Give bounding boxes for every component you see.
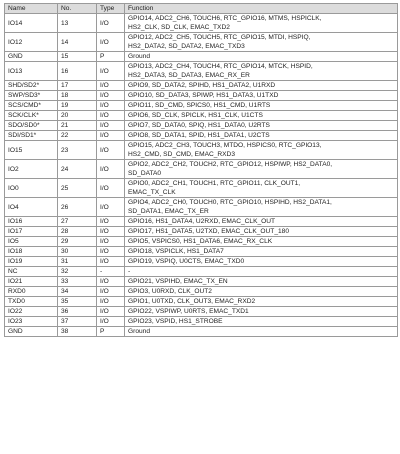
pin-type-cell: I/O: [97, 121, 125, 131]
table-row: [5, 327, 398, 337]
pin-function-cell: [125, 247, 398, 257]
function-line: HS2_DATA2, SD_DATA2, EMAC_TXD3: [128, 43, 245, 50]
pin-name-cell: IO22: [5, 307, 58, 317]
pin-function-cell: [125, 257, 398, 267]
pin-number-cell: 13: [58, 14, 97, 33]
table-row: [5, 160, 398, 179]
pin-type-cell: I/O: [97, 62, 125, 81]
pin-number-cell: 20: [58, 111, 97, 121]
header-name: Name: [5, 4, 58, 14]
function-line: -: [128, 268, 131, 275]
pin-name-cell: IO13: [5, 62, 58, 81]
table-row: [5, 217, 398, 227]
pin-function-cell: [125, 237, 398, 247]
pin-number-cell: 18: [58, 91, 97, 101]
pin-type-cell: I/O: [97, 198, 125, 217]
pin-type-cell: I/O: [97, 297, 125, 307]
table-row: [5, 14, 398, 33]
pin-number-cell: 15: [58, 52, 97, 62]
table-row: [5, 297, 398, 307]
pin-function-cell: [125, 91, 398, 101]
table-row: [5, 121, 398, 131]
pin-number-cell: 30: [58, 247, 97, 257]
pin-name-cell: RXD0: [5, 287, 58, 297]
pin-function-cell: [125, 160, 398, 179]
header-type: Type: [97, 4, 125, 14]
pin-number-cell: 35: [58, 297, 97, 307]
pin-type-cell: P: [97, 327, 125, 337]
pin-function-cell: [125, 307, 398, 317]
pin-function-cell: [125, 267, 398, 277]
pin-type-cell: I/O: [97, 179, 125, 198]
table-row: [5, 111, 398, 121]
pin-number-cell: 24: [58, 160, 97, 179]
pin-number-cell: 23: [58, 141, 97, 160]
pin-type-cell: I/O: [97, 101, 125, 111]
function-line: Ground: [128, 53, 150, 60]
table-row: [5, 307, 398, 317]
pin-name-cell: SCK/CLK*: [5, 111, 58, 121]
function-line: GPIO11, SD_CMD, SPICS0, HS1_CMD, U1RTS: [128, 102, 271, 109]
table-row: [5, 52, 398, 62]
pin-number-cell: 27: [58, 217, 97, 227]
table-header: [5, 4, 398, 14]
pin-type-cell: I/O: [97, 131, 125, 141]
function-line: GPIO10, SD_DATA3, SPIWP, HS1_DATA3, U1TXD: [128, 92, 279, 99]
pin-type-cell: I/O: [97, 257, 125, 267]
pin-number-cell: 25: [58, 179, 97, 198]
pin-number-cell: 26: [58, 198, 97, 217]
pin-type-cell: I/O: [97, 227, 125, 237]
function-line: HS2_CLK, SD_CLK, EMAC_TXD2: [128, 24, 230, 31]
pin-number-cell: 22: [58, 131, 97, 141]
pin-function-cell: [125, 111, 398, 121]
pin-type-cell: I/O: [97, 287, 125, 297]
pin-function-cell: [125, 101, 398, 111]
pin-number-cell: 31: [58, 257, 97, 267]
pin-function-cell: [125, 141, 398, 160]
function-line: GPIO18, VSPICLK, HS1_DATA7: [128, 248, 224, 255]
pin-number-cell: 34: [58, 287, 97, 297]
pin-name-cell: IO17: [5, 227, 58, 237]
function-line: Ground: [128, 328, 150, 335]
function-line: GPIO0, ADC2_CH1, TOUCH1, RTC_GPIO11, CLK_OUT1,: [128, 180, 301, 187]
table-row: [5, 257, 398, 267]
pin-type-cell: I/O: [97, 247, 125, 257]
table-row: [5, 237, 398, 247]
pin-number-cell: 38: [58, 327, 97, 337]
pin-type-cell: I/O: [97, 237, 125, 247]
function-line: GPIO17, HS1_DATA5, U2TXD, EMAC_CLK_OUT_180: [128, 228, 289, 235]
function-line: HS2_DATA3, SD_DATA3, EMAC_RX_ER: [128, 72, 250, 79]
function-line: GPIO5, VSPICS0, HS1_DATA6, EMAC_RX_CLK: [128, 238, 273, 245]
pin-function-cell: [125, 121, 398, 131]
table-row: [5, 227, 398, 237]
table-row: [5, 131, 398, 141]
pin-function-cell: [125, 287, 398, 297]
pin-function-cell: [125, 198, 398, 217]
pin-name-cell: IO19: [5, 257, 58, 267]
pin-name-cell: IO5: [5, 237, 58, 247]
pin-type-cell: I/O: [97, 141, 125, 160]
pin-name-cell: SWP/SD3*: [5, 91, 58, 101]
pin-type-cell: I/O: [97, 307, 125, 317]
pin-function-cell: [125, 131, 398, 141]
pin-name-cell: TXD0: [5, 297, 58, 307]
pin-type-cell: -: [97, 267, 125, 277]
table-row: [5, 317, 398, 327]
pin-function-cell: [125, 62, 398, 81]
pin-function-cell: [125, 33, 398, 52]
pin-name-cell: IO0: [5, 179, 58, 198]
pin-type-cell: I/O: [97, 160, 125, 179]
table-row: [5, 81, 398, 91]
pin-number-cell: 16: [58, 62, 97, 81]
pin-name-cell: IO16: [5, 217, 58, 227]
function-line: GPIO6, SD_CLK, SPICLK, HS1_CLK, U1CTS: [128, 112, 263, 119]
pin-number-cell: 21: [58, 121, 97, 131]
function-line: GPIO22, VSPIWP, U0RTS, EMAC_TXD1: [128, 308, 249, 315]
pin-name-cell: IO14: [5, 14, 58, 33]
pin-type-cell: I/O: [97, 111, 125, 121]
table-row: [5, 33, 398, 52]
pin-function-cell: [125, 317, 398, 327]
function-line: GPIO4, ADC2_CH0, TOUCH0, RTC_GPIO10, HSPIHD, HS2_DATA1,: [128, 199, 332, 206]
function-line: GPIO15, ADC2_CH3, TOUCH3, MTDO, HSPICS0, RTC_GPIO13,: [128, 142, 322, 149]
pin-type-cell: I/O: [97, 33, 125, 52]
pin-function-cell: [125, 217, 398, 227]
function-line: EMAC_TX_CLK: [128, 189, 176, 196]
table-row: [5, 267, 398, 277]
header-row: [5, 4, 398, 14]
table-row: [5, 247, 398, 257]
table-row: [5, 198, 398, 217]
pin-name-cell: IO2: [5, 160, 58, 179]
table-row: [5, 91, 398, 101]
pin-number-cell: 14: [58, 33, 97, 52]
table-row: [5, 179, 398, 198]
pin-function-cell: [125, 52, 398, 62]
pin-number-cell: 17: [58, 81, 97, 91]
pin-name-cell: GND: [5, 327, 58, 337]
pin-function-cell: [125, 327, 398, 337]
pin-number-cell: 33: [58, 277, 97, 287]
pin-name-cell: IO21: [5, 277, 58, 287]
pin-name-cell: SHD/SD2*: [5, 81, 58, 91]
pin-name-cell: IO15: [5, 141, 58, 160]
function-line: GPIO9, SD_DATA2, SPIHD, HS1_DATA2, U1RXD: [128, 82, 276, 89]
pin-number-cell: 36: [58, 307, 97, 317]
pin-name-cell: SCS/CMD*: [5, 101, 58, 111]
pin-number-cell: 32: [58, 267, 97, 277]
pin-type-cell: P: [97, 52, 125, 62]
pin-name-cell: GND: [5, 52, 58, 62]
table-row: [5, 287, 398, 297]
pin-name-cell: SDO/SD0*: [5, 121, 58, 131]
function-line: SD_DATA1, EMAC_TX_ER: [128, 208, 209, 215]
function-line: GPIO2, ADC2_CH2, TOUCH2, RTC_GPIO12, HSPIWP, HS2_DATA0,: [128, 161, 333, 168]
pin-name-cell: IO23: [5, 317, 58, 327]
function-line: GPIO13, ADC2_CH4, TOUCH4, RTC_GPIO14, MTCK, HSPID,: [128, 63, 313, 70]
pin-type-cell: I/O: [97, 14, 125, 33]
pin-function-cell: [125, 14, 398, 33]
pin-function-cell: [125, 297, 398, 307]
pin-type-cell: I/O: [97, 277, 125, 287]
pin-number-cell: 37: [58, 317, 97, 327]
table-row: [5, 101, 398, 111]
function-line: GPIO23, VSPID, HS1_STROBE: [128, 318, 223, 325]
function-line: GPIO12, ADC2_CH5, TOUCH5, RTC_GPIO15, MTDI, HSPIQ,: [128, 34, 311, 41]
function-line: HS2_CMD, SD_CMD, EMAC_RXD3: [128, 151, 235, 158]
header-no: No.: [58, 4, 97, 14]
pin-type-cell: I/O: [97, 81, 125, 91]
function-line: GPIO1, U0TXD, CLK_OUT3, EMAC_RXD2: [128, 298, 256, 305]
pin-number-cell: 19: [58, 101, 97, 111]
function-line: GPIO19, VSPIQ, U0CTS, EMAC_TXD0: [128, 258, 245, 265]
function-line: GPIO8, SD_DATA1, SPID, HS1_DATA1, U2CTS: [128, 132, 270, 139]
pin-function-cell: [125, 227, 398, 237]
function-line: GPIO14, ADC2_CH6, TOUCH6, RTC_GPIO16, MTMS, HSPICLK,: [128, 15, 322, 22]
pin-name-cell: IO12: [5, 33, 58, 52]
pin-name-cell: IO4: [5, 198, 58, 217]
function-line: GPIO21, VSPIHD, EMAC_TX_EN: [128, 278, 228, 285]
pin-name-cell: IO18: [5, 247, 58, 257]
table-row: [5, 62, 398, 81]
pin-function-cell: [125, 179, 398, 198]
table-body: [5, 14, 398, 337]
function-line: GPIO16, HS1_DATA4, U2RXD, EMAC_CLK_OUT: [128, 218, 276, 225]
table-row: [5, 141, 398, 160]
pin-type-cell: I/O: [97, 91, 125, 101]
header-function: Function: [125, 4, 398, 14]
pin-number-cell: 28: [58, 227, 97, 237]
pin-definition-table: [4, 3, 398, 337]
pin-number-cell: 29: [58, 237, 97, 247]
table-row: [5, 277, 398, 287]
pin-type-cell: I/O: [97, 217, 125, 227]
pin-name-cell: SDI/SD1*: [5, 131, 58, 141]
function-line: SD_DATA0: [128, 170, 162, 177]
function-line: GPIO7, SD_DATA0, SPIQ, HS1_DATA0, U2RTS: [128, 122, 270, 129]
pin-name-cell: NC: [5, 267, 58, 277]
pin-type-cell: I/O: [97, 317, 125, 327]
pin-function-cell: [125, 277, 398, 287]
pin-function-cell: [125, 81, 398, 91]
function-line: GPIO3, U0RXD, CLK_OUT2: [128, 288, 212, 295]
